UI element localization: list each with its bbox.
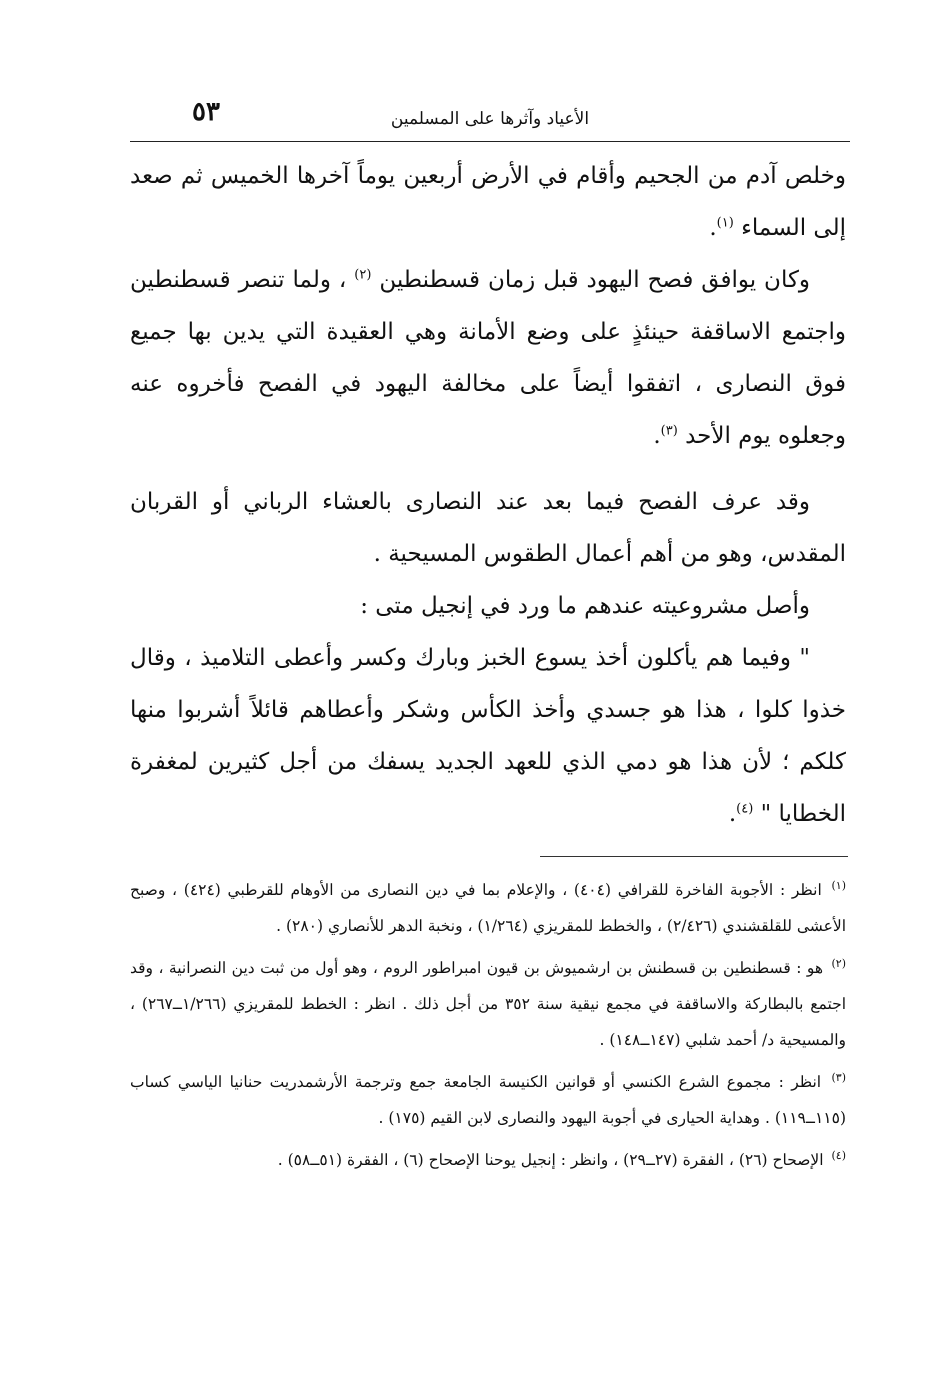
paragraph-3-text: وقد عرف الفصح فيما بعد عند النصارى بالعشاء الرباني أو القربان المقدس، وهو من أهم أعمال الطقوس المسيحية . xyxy=(130,489,846,567)
paragraph-4 xyxy=(130,580,846,632)
main-text xyxy=(130,150,846,854)
footnote-3 xyxy=(130,1064,846,1136)
footnote-1-text: انظر : الأجوبة الفاخرة للقرافي (٤٠٤) ، والإعلام بما في دين النصارى من الأوهام للقرطبي (٤٢٤) ، وصبح الأعشى للقلقشندي (٢/٤٢٦) ، والخطط للمقريزي (١/٢٦٤) ، ونخبة الدهر للأنصاري (٢٨٠) . xyxy=(130,881,846,935)
footnote-1 xyxy=(130,872,846,944)
footnote-divider xyxy=(540,856,848,857)
footnote-3-marker: (٣) xyxy=(831,1070,846,1084)
paragraph-2-text-a: وكان يوافق فصح اليهود قبل زمان قسطنطين xyxy=(379,267,811,293)
paragraph-3 xyxy=(130,476,846,580)
footnote-1-marker: (١) xyxy=(831,878,847,892)
running-title: الأعياد وآثرها على المسلمين xyxy=(390,109,590,129)
paragraph-5-end: . xyxy=(728,801,737,827)
paragraph-2 xyxy=(130,254,846,462)
footnotes xyxy=(130,872,846,1184)
footnote-ref-3: (٣) xyxy=(660,423,678,439)
footnote-3-text: انظر : مجموع الشرع الكنسي أو قوانين الكنيسة الجامعة جمع وترجمة الأرشمدريت حنانيا الياسي كساب (١١٥ــ١١٩) . وهداية الحيارى في أجوبة اليهود والنصارى لابن القيم (١٧٥) . xyxy=(130,1073,846,1127)
footnote-ref-4: (٤) xyxy=(736,801,754,817)
footnote-2-marker: (٢) xyxy=(831,956,846,970)
paragraph-2-end: . xyxy=(653,423,661,449)
paragraph-5-quote xyxy=(130,632,846,840)
paragraph-1-end: . xyxy=(709,215,717,241)
footnote-4-text: الإصحاح (٢٦) ، الفقرة (٢٧ــ٢٩) ، وانظر : إنجيل يوحنا الإصحاح (٦) ، الفقرة (٥١ــ٥٨) . xyxy=(277,1151,824,1169)
header-divider xyxy=(130,141,850,142)
paragraph-4-text: وأصل مشروعيته عندهم ما ورد في إنجيل متى : xyxy=(360,593,810,619)
footnote-4 xyxy=(130,1142,846,1178)
footnote-ref-1: (١) xyxy=(716,215,734,231)
page-header xyxy=(130,95,850,145)
footnote-ref-2: (٢) xyxy=(354,267,372,283)
footnote-4-marker: (٤) xyxy=(831,1148,846,1162)
paragraph-1-text: وخلص آدم من الجحيم وأقام في الأرض أربعين يوماً آخرها الخميس ثم صعد إلى السماء xyxy=(130,163,846,241)
footnote-2 xyxy=(130,950,846,1058)
paragraph-2-text-b: ، ولما تنصر قسطنطين واجتمع الاساقفة حينئذٍ على وضع الأمانة وهي العقيدة التي يدين بها جميع فوق النصارى ، اتفقوا أيضاً على مخالفة اليهود في الفصح فأخروه عنه وجعلوه يوم الأحد xyxy=(130,267,846,449)
page-number: ٥٣ xyxy=(192,97,220,127)
paragraph-1 xyxy=(130,150,846,254)
paragraph-5-text: " وفيما هم يأكلون أخذ يسوع الخبز وبارك وكسر وأعطى التلاميذ ، وقال خذوا كلوا ، هذا هو جسدي وأخذ الكأس وشكر وأعطاهم قائلاً أشربوا منها كلكم ؛ لأن هذا هو دمي الذي للعهد الجديد يسفك من أجل كثيرين لمغفرة الخطايا " xyxy=(130,645,846,827)
footnote-2-text: هو : قسطنطين بن قسطنش بن ارشميوش بن قيون امبراطور الروم ، وهو أول من ثبت دين النصرانية ، وقد اجتمع بالبطاركة والاساقفة في مجمع نيقية سنة ٣٥٢ من أجل ذلك . انظر : الخطط للمقريزي (١/٢٦٦ــ٢٦٧) ، والمسيحية د/ أحمد شلبي (١٤٧ــ١٤٨) . xyxy=(130,959,847,1049)
